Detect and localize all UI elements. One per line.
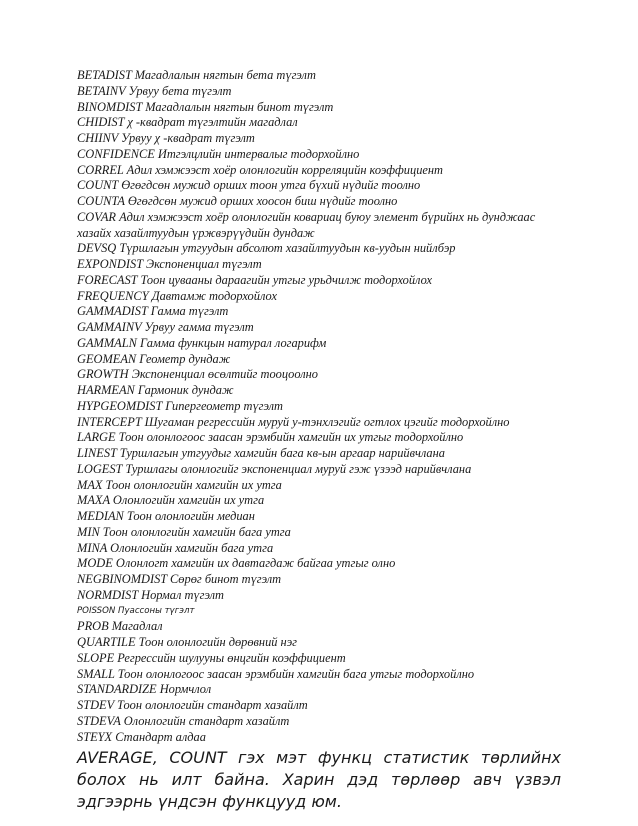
function-entry-counta: COUNTA Өгөгдсөн мужид орших хоосон биш нүдийг тоолно xyxy=(77,194,398,208)
function-entry-chidist: CHIDIST χ -квадрат түгэлтийн магадлал xyxy=(77,115,298,130)
function-entry-gammadist: GAMMADIST Гамма түгэлт xyxy=(77,304,229,319)
function-list xyxy=(77,68,567,745)
function-entry-confidence: CONFIDENCE Итгэлцлийн интервалыг тодорхойлно xyxy=(77,146,360,161)
function-entry-maxa: MAXA Олонлогийн хамгийн их утга xyxy=(77,493,265,508)
function-entry-count: COUNT Өгөгдсөн мужид орших тоон утга бүхий нүдийг тоолно xyxy=(77,178,421,193)
function-entry-hypgeomdist: HYPGEOMDIST Гипергеометр түгэлт xyxy=(77,398,283,413)
function-entry-logest: LOGEST Туршлагы олонлогийг экспоненциал муруй гэж үзээд нарийвчлана xyxy=(77,461,472,476)
function-entry-geomean: GEOMEAN Геометр дундаж xyxy=(77,351,231,366)
function-entry-mina: MINA Олонлогийн хамгийн бага утга xyxy=(77,540,274,555)
function-entry-steyx: STEYX Стандарт алдаа xyxy=(77,729,206,744)
function-entry-min: MIN Тоон олонлогийн хамгийн бага утга xyxy=(77,524,291,539)
function-entry-negbinomdist: NEGBINOMDIST Сөрөг биноm түгэлт xyxy=(77,572,282,586)
function-entry-slope: SLOPE Регрессийн шулууны өнцгийн коэффициент xyxy=(77,650,346,665)
function-entry-large: LARGE Тоон олонлогоос заасан эрэмбийн хамгийн их утгыг тодорхойлно xyxy=(77,430,464,445)
function-entry-max: MAX Тоон олонлогийн хамгийн их утга xyxy=(77,477,282,492)
function-entry-binomdist: BINOMDIST Магадлалын нягтын биноm түгэлт xyxy=(77,99,334,114)
summary-paragraph: AVERAGE, COUNT гэх мэт функц статистик төрлийнх болох нь илт байна. Харин дэд төрлөөр авч үзвэл эдгээрнь үндсэн функцууд юм. xyxy=(77,748,561,812)
function-entry-betainv: BETAINV Урвуу бета түгэлт xyxy=(77,83,232,98)
function-entry-gammaln: GAMMALN Гамма функцын натурал логарифм xyxy=(77,335,327,350)
function-entry-stdeva: STDEVA Олонлогийн стандарт хазайлт xyxy=(77,713,290,728)
function-entry-prob: PROB Магадлал xyxy=(77,619,163,634)
function-entry-stdev: STDEV Тоон олонлогийн стандарт хазайлт xyxy=(77,698,308,712)
function-entry-devsq: DEVSQ Түршлагын утгуудын абсолют хазайлтуудын кв-уудын нийлбэр xyxy=(77,241,456,256)
function-entry-covar: COVAR Адил хэмжээст хоёр олонлогийн ковариац буюу элемент бүрийнх нь дунджаас хазайх хазайлтуудын үржвэрүүдийн дундаж xyxy=(77,209,536,240)
function-entry-mode: MODE Олонлогт хамгийн их давтагдаж байгаа утгыг олно xyxy=(77,556,396,571)
function-entry-growth: GROWTH Экспоненциал өсөлтийг тооцоолно xyxy=(77,367,319,382)
function-entry-forecast: FORECAST Тоон цувааны дараагийн утгыг урьдчилж тодорхойлох xyxy=(77,272,433,287)
function-entry-poisson: POISSON Пуассоны түгэлт xyxy=(77,605,195,616)
function-entry-standardize: STANDARDIZE Нормчлол xyxy=(77,682,212,697)
function-entry-chiinv: CHIINV Урвуу χ -квадрат түгэлт xyxy=(77,131,255,145)
function-entry-frequency: FREQUENCY Давтамж тодорхойлох xyxy=(77,288,277,303)
function-entry-correl: CORREL Адил хэмжээст хоёр олонлогийн корреляцийн коэффициент xyxy=(77,162,443,177)
function-entry-small: SMALL Тоон олонлогоос заасан эрэмбийн хамгийн бага утгыг тодорхойлно xyxy=(77,666,475,681)
function-entry-harmean: HARMEAN Гармоник дундаж xyxy=(77,383,234,397)
function-entry-normdist: NORMDIST Нормал түгэлт xyxy=(77,587,224,602)
document-page xyxy=(77,68,567,813)
function-entry-linest: LINEST Туршлагын утгуудыг хамгийн бага кв-ын аргаар нарийвчлана xyxy=(77,446,445,460)
function-entry-median: MEDIAN Тоон олонлогийн медиан xyxy=(77,509,255,523)
function-entry-gammainv: GAMMAINV Урвуу гамма түгэлт xyxy=(77,320,254,334)
function-entry-quartile: QUARTILE Тоон олонлогийн дөрөвний нэг xyxy=(77,635,297,649)
function-entry-intercept: INTERCEPT Шугаман регрессийн муруй у-тэнхлэгийг огтлох цэгийг тодорхойлно xyxy=(77,414,510,429)
function-entry-betadist: BETADIST Магадлалын нягтын бета түгэлт xyxy=(77,68,316,82)
function-entry-expondist: EXPONDIST Экспоненциал түгэлт xyxy=(77,257,262,271)
